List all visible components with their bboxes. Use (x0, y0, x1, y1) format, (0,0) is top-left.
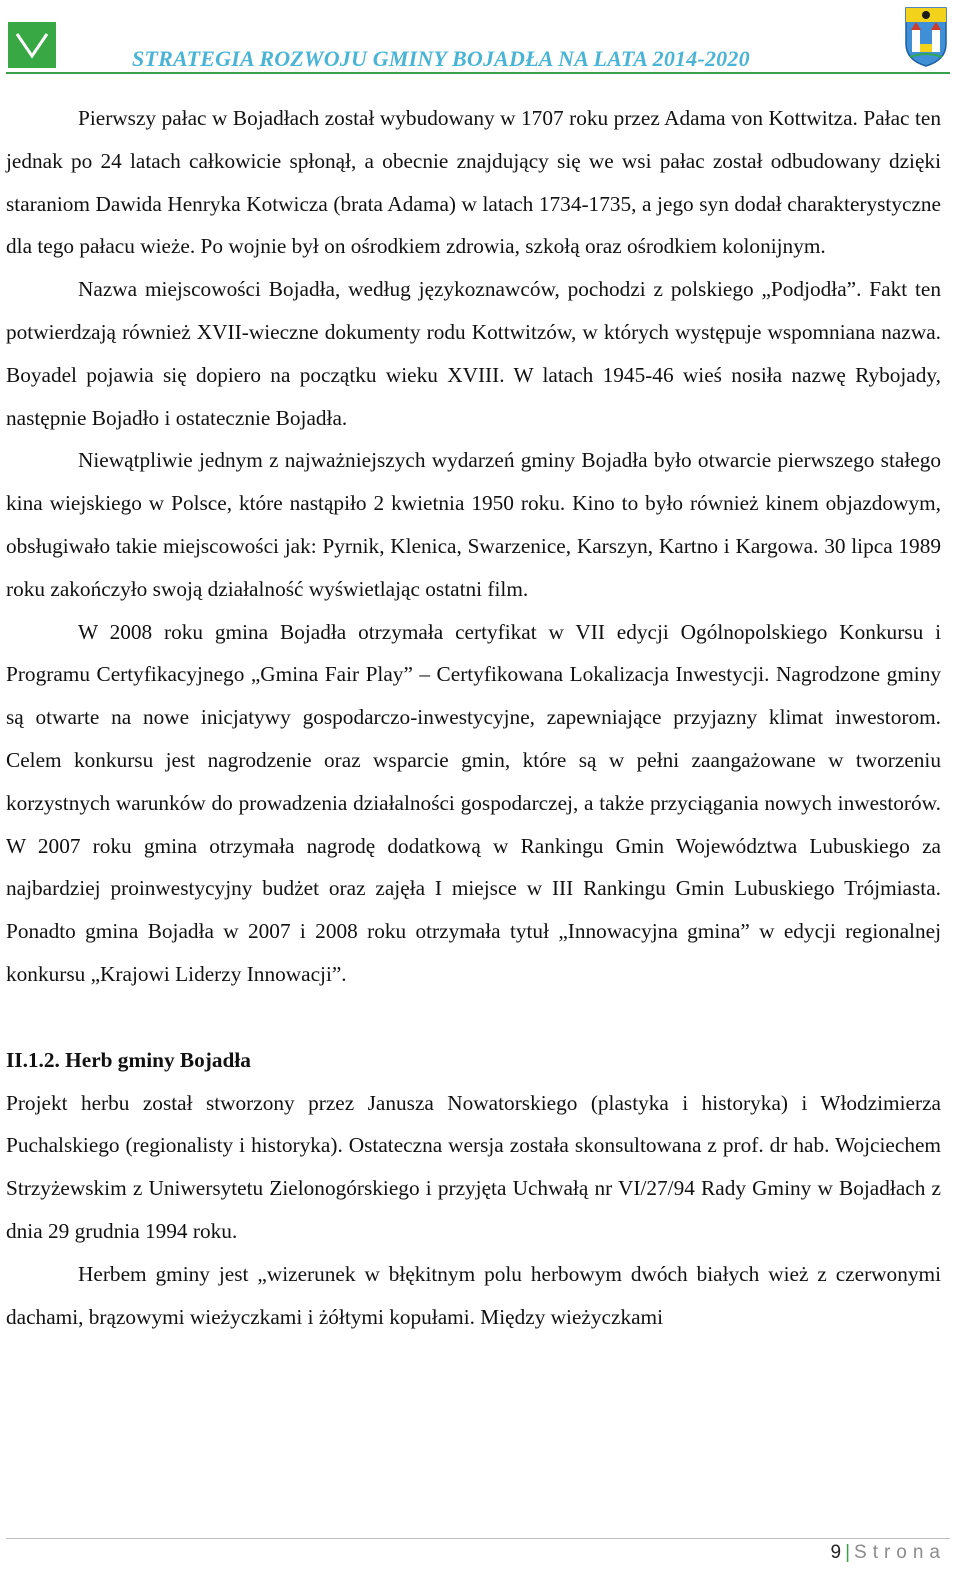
footer-separator: | (845, 1542, 851, 1563)
page-footer (831, 1542, 947, 1564)
paragraph-cinema: Niewątpliwie jednym z najważniejszych wydarzeń gminy Bojadła było otwarcie pierwszego stałego kina wiejskiego w Polsce, które nastąpiło 2 kwietnia 1950 roku. Kino to było również kinem objazdowym, obsługiwało takie miejscowości jak: Pyrnik, Klenica, Swarzenice, Karszyn, Kartno i Kargowa. 30 lipca 1989 roku zakończyło swoją działalność wyświetlając ostatni film. (6, 448, 941, 601)
page-number: 9 (830, 1542, 842, 1563)
section-heading: II.1.2. Herb gminy Bojadła (6, 1047, 251, 1072)
paragraph-coat-of-arms-project: Projekt herbu został stworzony przez Janusza Nowatorskiego (plastyka i historyka) i Włodzimierza Puchalskiego (regionalisty i historyka). Ostateczna wersja została skonsultowana z prof. dr hab. Wojciechem Strzyżewskim z Uniwersytetu Zielonogórskiego i przyjęta Uchwałą nr VI/27/94 Rady Gminy w Bojadłach z dnia 29 grudnia 1994 roku. (6, 1090, 941, 1243)
section-spacer (6, 996, 941, 1039)
checkmark-logo-icon (8, 22, 56, 68)
page-label: Strona (854, 1542, 946, 1563)
header-divider (6, 72, 950, 74)
coat-of-arms-icon (902, 4, 950, 68)
page-header (0, 0, 960, 80)
paragraph-name-origin: Nazwa miejscowości Bojadła, według językoznawców, pochodzi z polskiego „Podjodła”. Fakt ten potwierdzają również XVII-wieczne dokumenty rodu Kottwitzów, w których występuje wspomniana nazwa. Boyadel pojawia się dopiero na początku wieku XVIII. W latach 1945-46 wieś nosiła nazwę Rybojady, następnie Bojadło i ostatecznie Bojadła. (6, 277, 941, 430)
document-header-title: STRATEGIA ROZWOJU GMINY BOJADŁA NA LATA 2014-2020 (132, 46, 750, 71)
document-body (6, 97, 941, 1338)
paragraph-certificate: W 2008 roku gmina Bojadła otrzymała certyfikat w VII edycji Ogólnopolskiego Konkursu i Programu Certyfikacyjnego „Gmina Fair Play” – Certyfikowana Lokalizacja Inwestycji. Nagrodzone gminy są otwarte na nowe inicjatywy gospodarczo-inwestycyjne, zapewniające przyjazny klimat inwestorom. Celem konkursu jest nagrodzenie oraz wsparcie gmin, które są w pełni zaangażowane w tworzeniu korzystnych warunków do prowadzenia działalności gospodarczej, a także przyciągania nowych inwestorów. W 2007 roku gmina otrzymała nagrodę dodatkową w Rankingu Gmin Województwa Lubuskiego za najbardziej proinwestycyjny budżet oraz zajęła I miejsce w III Rankingu Gmin Lubuskiego Trójmiasta. Ponadto gmina Bojadła w 2007 i 2008 roku otrzymała tytuł „Innowacyjna gmina” w edycji regionalnej konkursu „Krajowi Liderzy Innowacji”. (6, 619, 941, 986)
footer-divider (6, 1538, 950, 1539)
paragraph-palace-history: Pierwszy pałac w Bojadłach został wybudowany w 1707 roku przez Adama von Kottwitza. Pałac ten jednak po 24 latach całkowicie spłonął, a obecnie znajdujący się we wsi pałac został odbudowany dzięki staraniom Dawida Henryka Kotwicza (brata Adama) w latach 1734-1735, a jego syn dodał charakterystyczne dla tego pałacu wieże. Po wojnie był on ośrodkiem zdrowia, szkołą oraz ośrodkiem kolonijnym. (6, 106, 941, 259)
paragraph-coat-of-arms-description: Herbem gminy jest „wizerunek w błękitnym polu herbowym dwóch białych wież z czerwonymi dachami, brązowymi wieżyczkami i żółtymi kopułami. Między wieżyczkami (6, 1261, 941, 1329)
